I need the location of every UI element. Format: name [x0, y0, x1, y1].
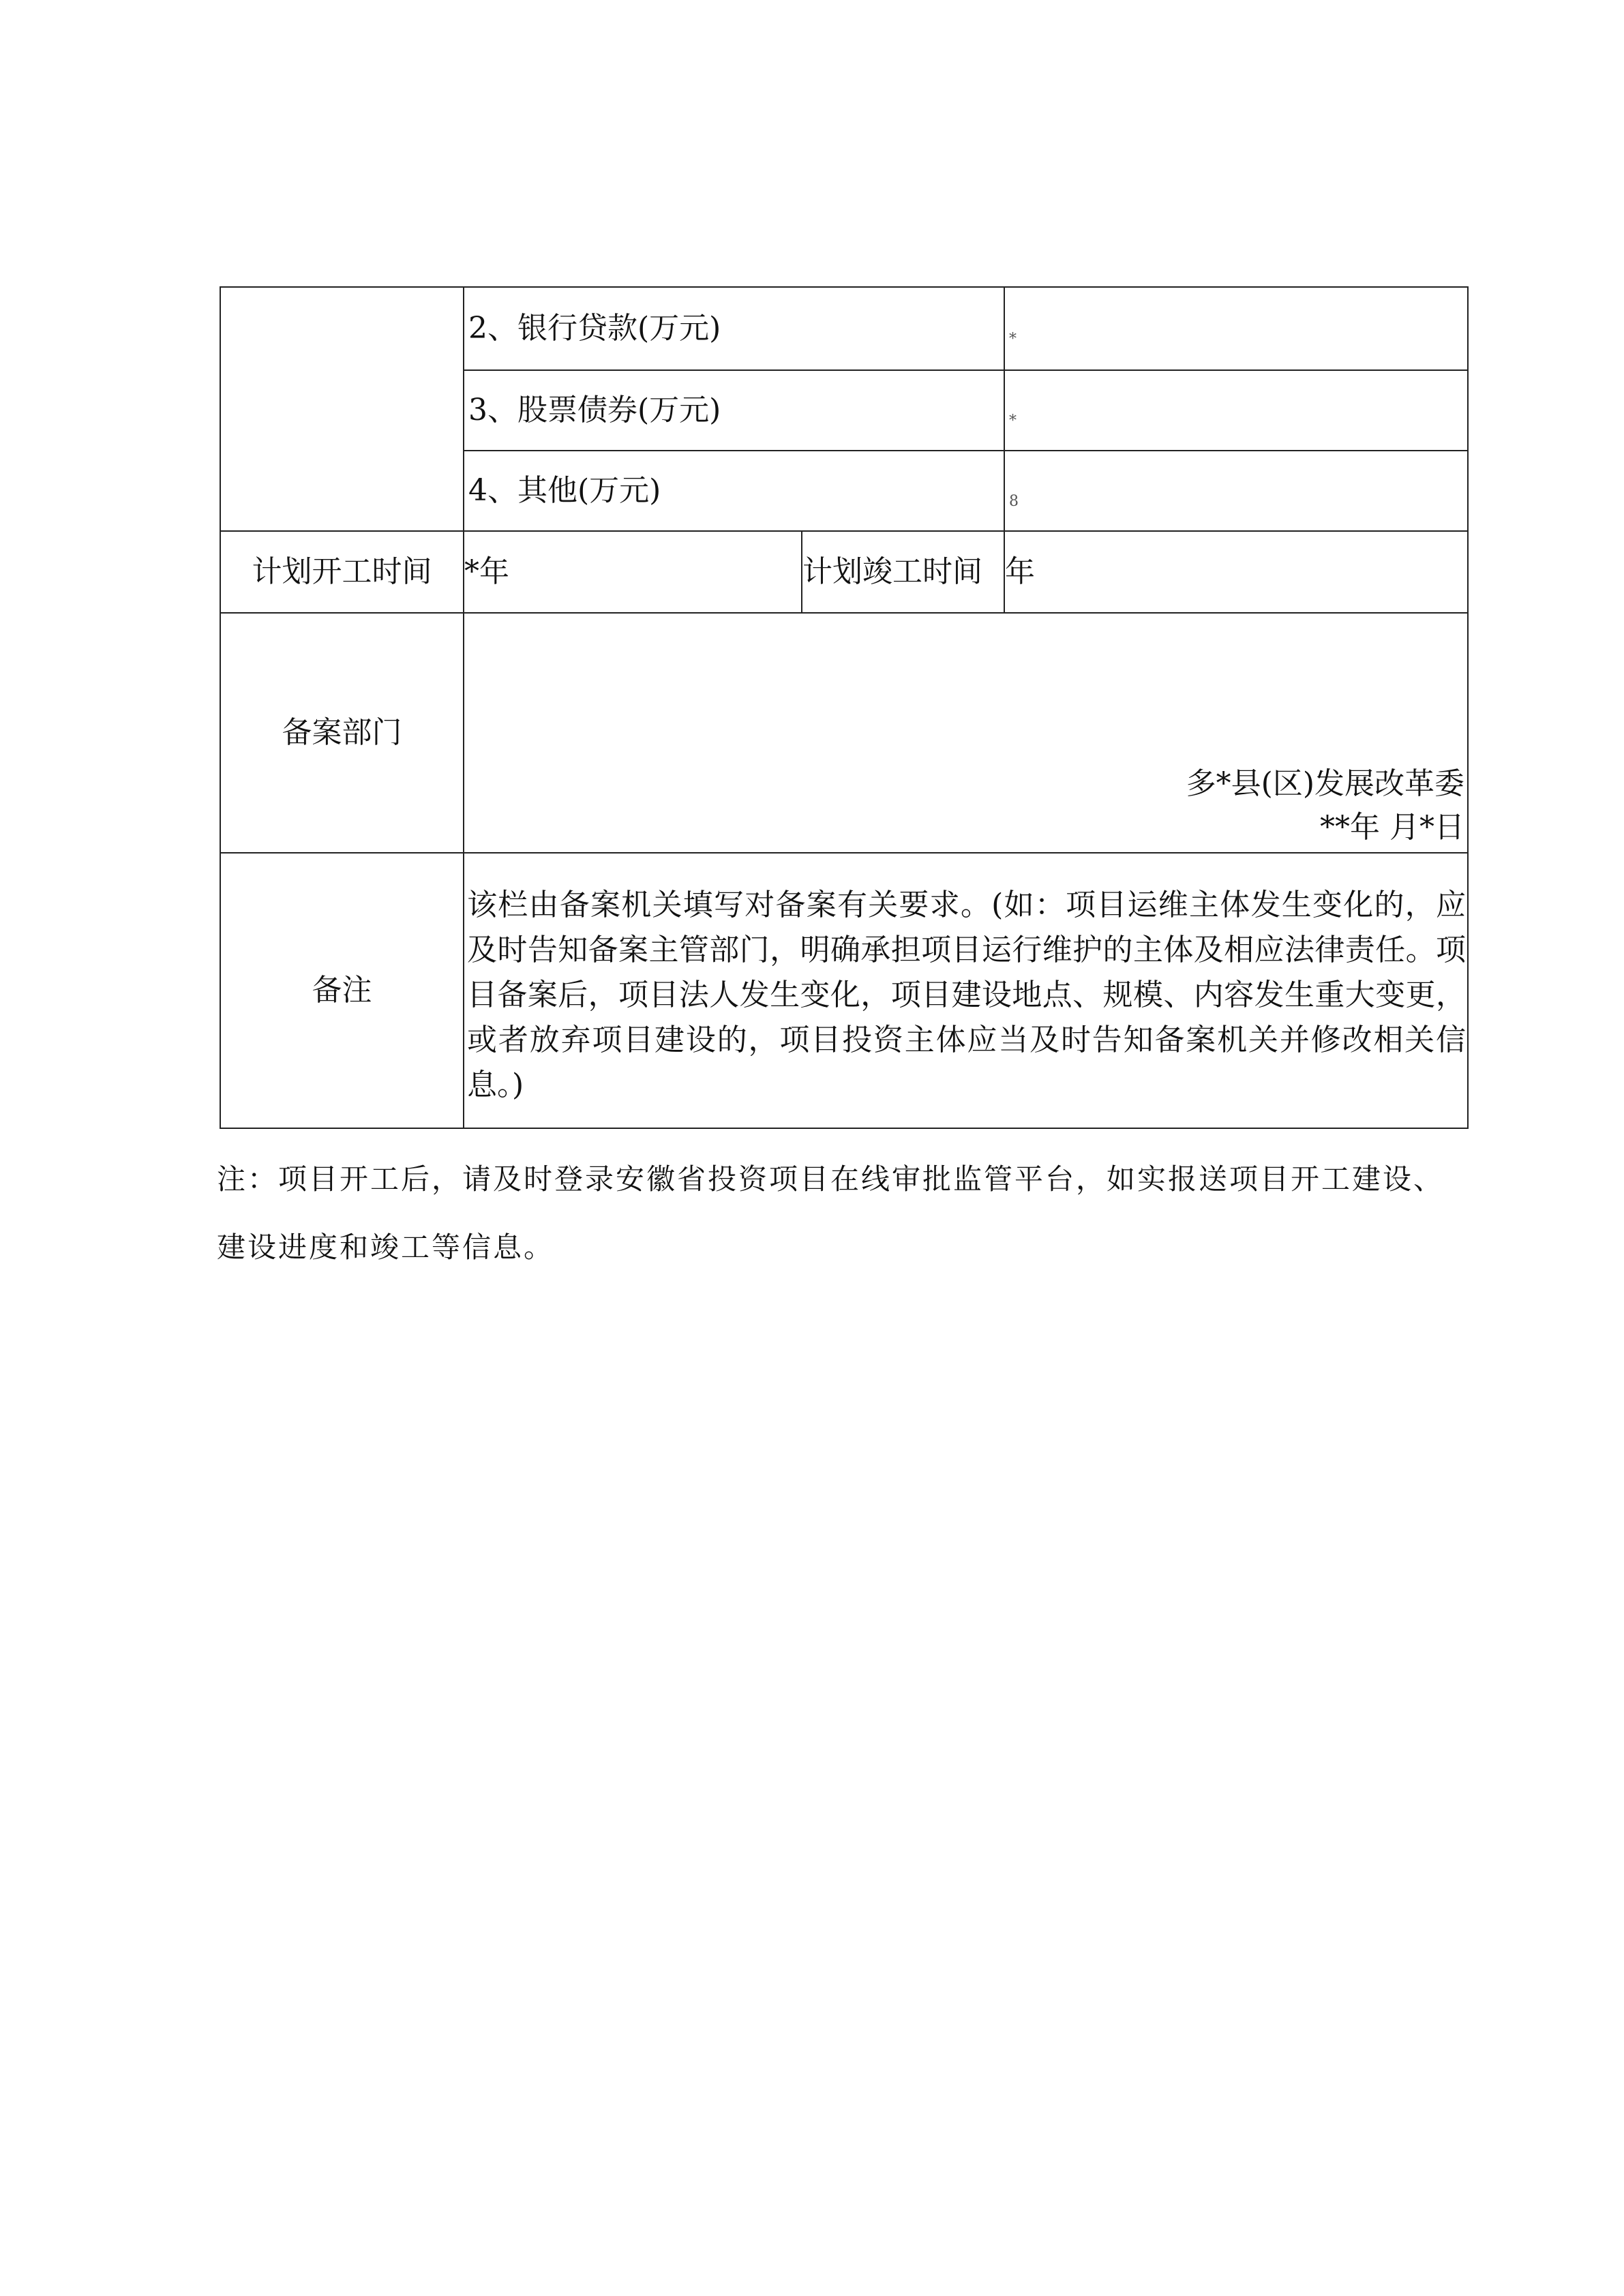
footnote: 注：项目开工后，请及时登录安徽省投资项目在线审批监管平台，如实报送项目开工建设、建设进度和竣工等信息。 — [217, 1162, 1445, 1264]
funding-value-cell — [1004, 370, 1468, 451]
filing-dept-signature: 多*县(区)发展改革委 — [1186, 766, 1465, 802]
planned-start-value-cell — [464, 531, 802, 613]
stocks-bonds-label: 3、股票债券(万元) — [468, 393, 721, 427]
bank-loan-value: * — [1009, 330, 1017, 348]
remarks-content-cell — [464, 853, 1468, 1128]
funding-row-bank-loan — [220, 287, 1468, 370]
filing-dept-row — [220, 613, 1468, 853]
stocks-bonds-value: * — [1009, 412, 1017, 429]
remarks-label-cell — [220, 853, 464, 1128]
other-label: 4、其他(万元) — [468, 473, 661, 508]
remarks-content: 该栏由备案机关填写对备案有关要求。(如：项目运维主体发生变化的，应及时告知备案主管部门，明确承担项目运行维护的主体及相应法律责任。项目备案后，项目法人发生变化，项目建设地点、规模、内容发生重大变更，或者放弃项目建设的，项目投资主体应当及时告知备案机关并修改相关信息。) — [467, 888, 1467, 1102]
planned-end-label: 计划竣工时间 — [802, 554, 982, 589]
planned-start-label: 计划开工时间 — [252, 554, 432, 589]
other-value: 8 — [1009, 492, 1019, 510]
planned-start-label-cell — [220, 531, 464, 613]
filing-dept-date: **年 月*日 — [1320, 810, 1465, 845]
filing-form-table — [220, 286, 1469, 1129]
funding-value-cell — [1004, 287, 1468, 370]
funding-group-cell — [220, 287, 464, 531]
filing-dept-label-cell — [220, 613, 464, 853]
bank-loan-label: 2、银行贷款(万元) — [468, 311, 721, 346]
filing-dept-signature-block — [1186, 762, 1464, 849]
funding-label-cell — [464, 370, 1004, 451]
funding-value-cell — [1004, 451, 1468, 531]
planned-end-value-cell — [1004, 531, 1468, 613]
filing-dept-content-cell — [464, 613, 1468, 853]
remarks-label: 备注 — [312, 973, 372, 1008]
funding-label-cell — [464, 451, 1004, 531]
funding-label-cell — [464, 287, 1004, 370]
remarks-row — [220, 853, 1468, 1128]
filing-dept-label: 备案部门 — [282, 715, 402, 750]
planned-end-label-cell — [802, 531, 1004, 613]
schedule-row — [220, 531, 1468, 613]
planned-end-value: 年 — [1005, 554, 1036, 589]
planned-start-value: *年 — [464, 554, 509, 589]
